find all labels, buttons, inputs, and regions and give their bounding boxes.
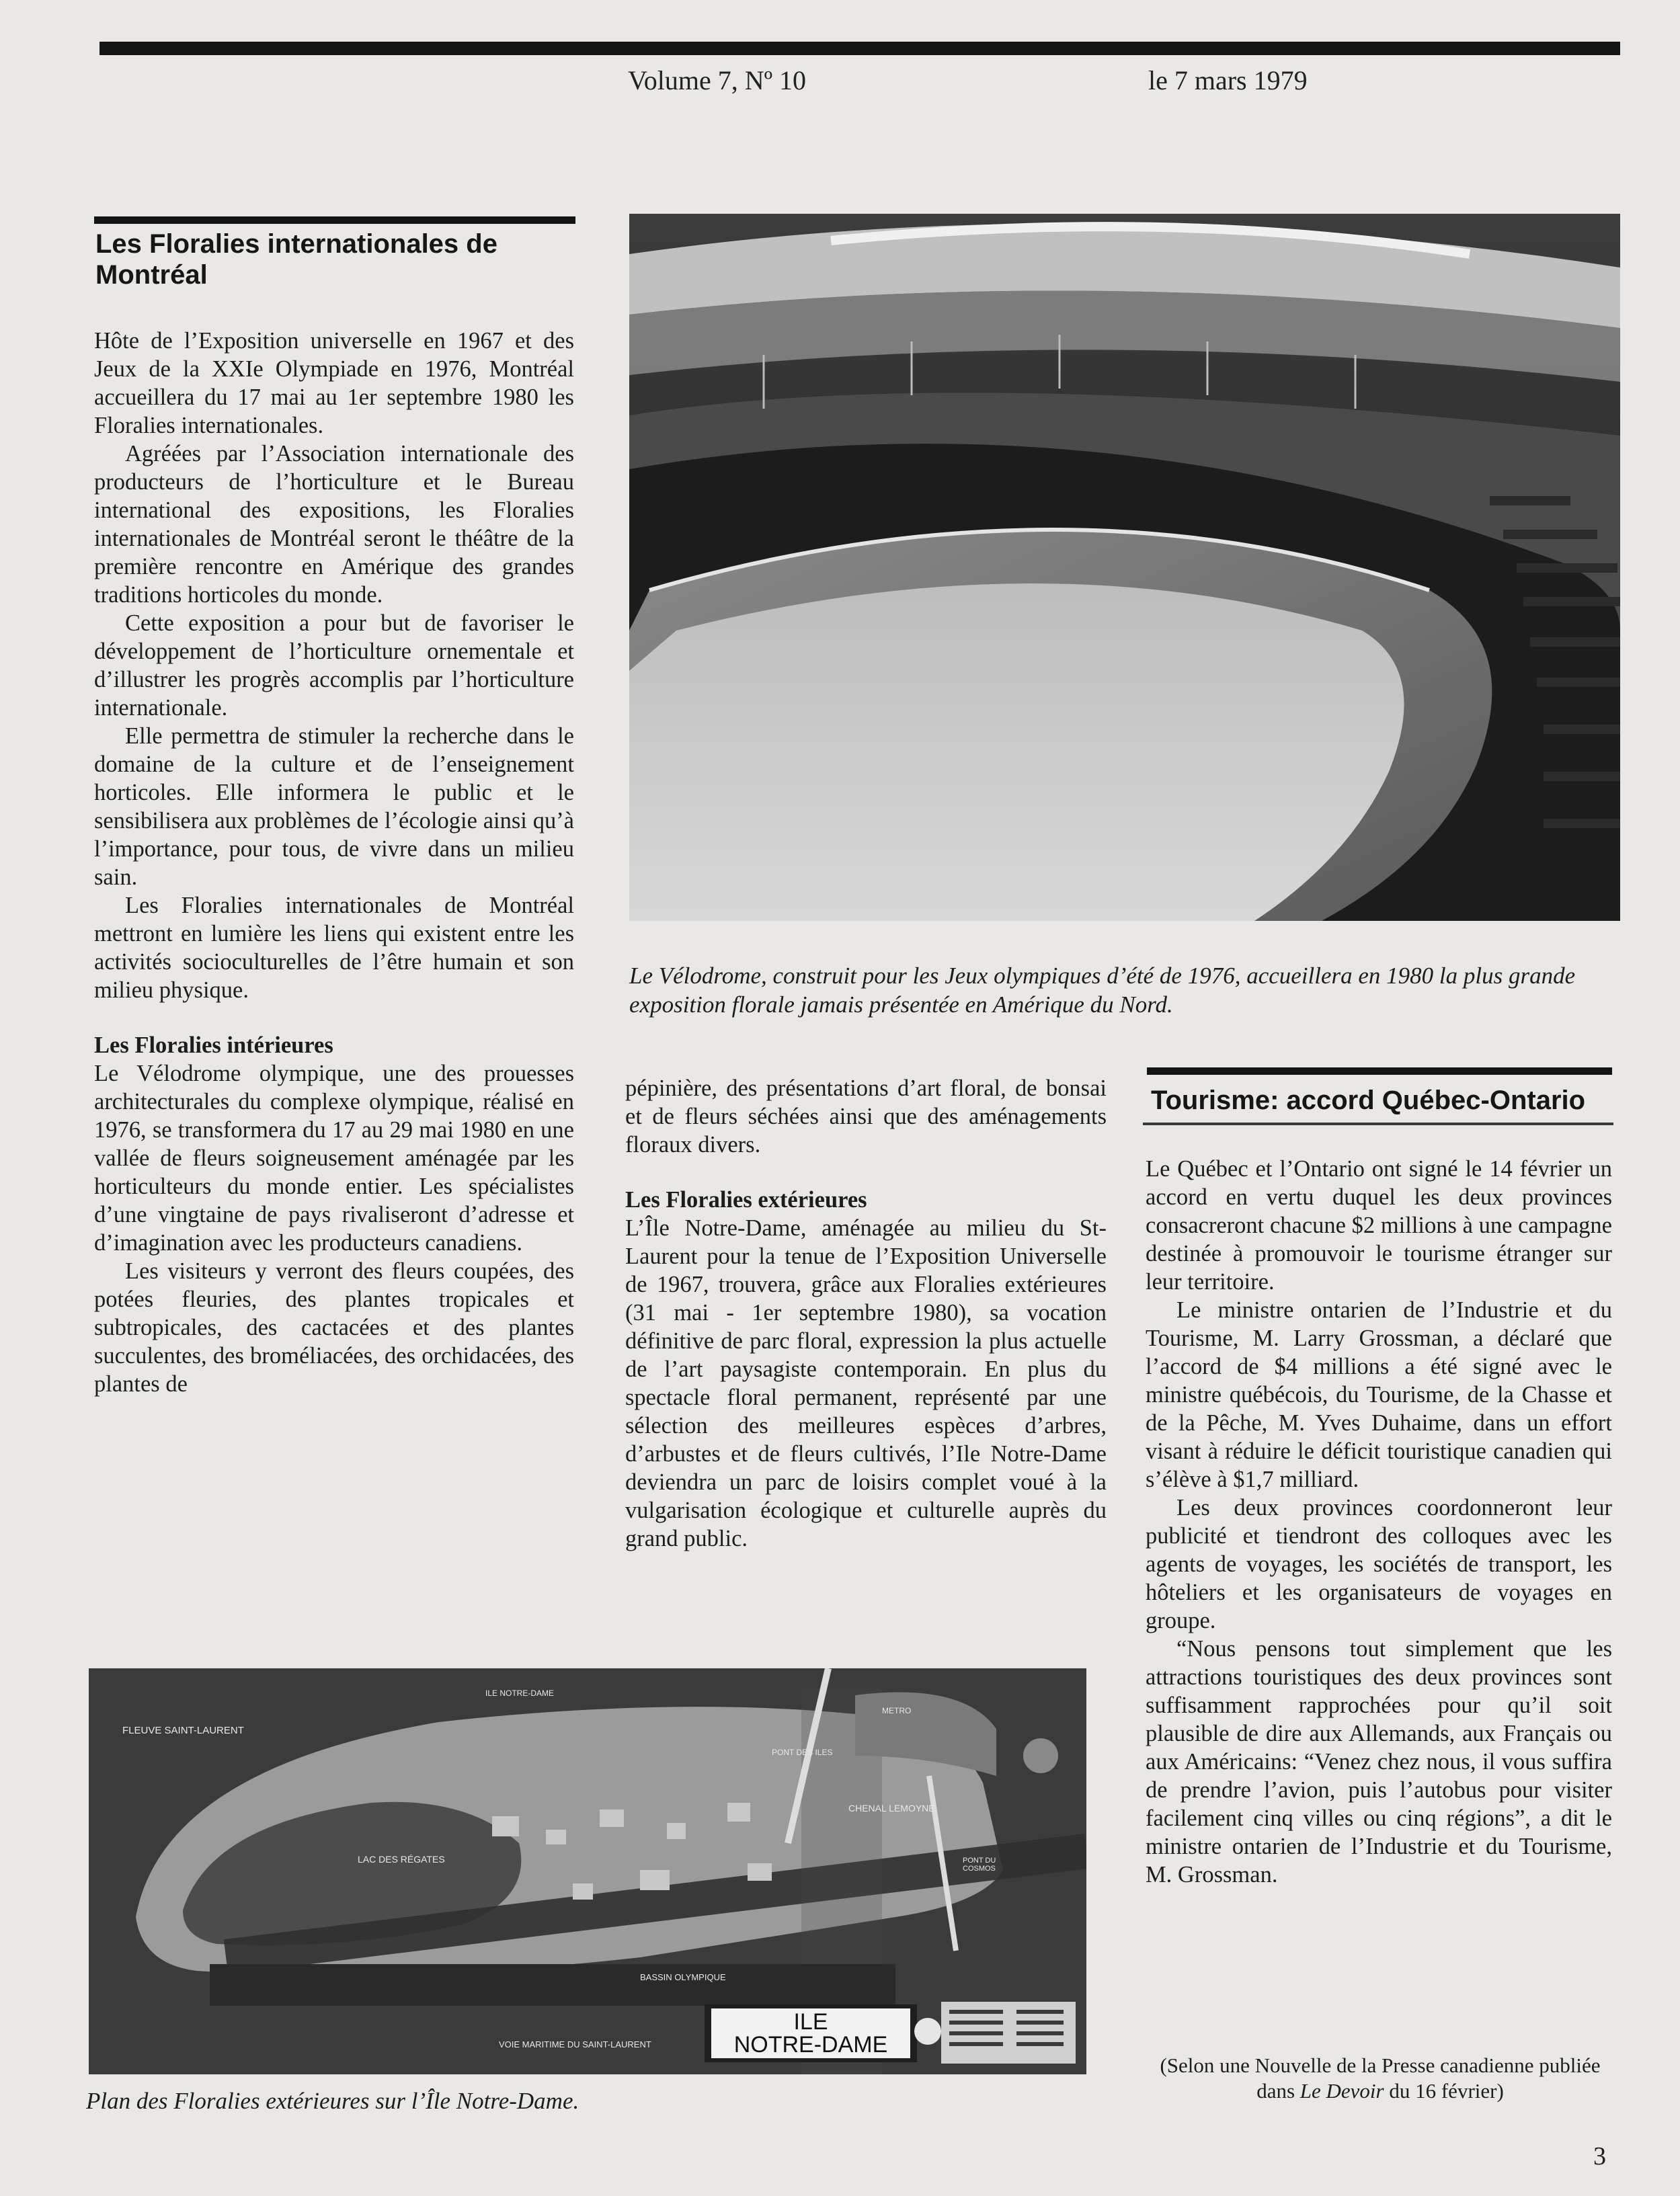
map-label-lac: LAC DES RÉGATES: [358, 1854, 445, 1865]
paragraph: Le ministre ontarien de l’Industrie et du Tourisme, M. Larry Grossman, a déclaré que l’accord de $4 millions a été signé avec le ministre québécois, du Tourisme, de la Chasse et de la Pêche, M. Yves Duhaime, dans un effort visant à réduire le déficit touristique canadien qui s’élève à $1,7 milliard.: [1146, 1297, 1612, 1492]
article-rule: [94, 216, 575, 224]
map-caption: Plan des Floralies extérieures sur l’Île Notre-Dame.: [86, 2088, 579, 2114]
subheading-exterieures: Les Floralies extérieures: [625, 1187, 867, 1213]
page-number: 3: [1593, 2142, 1606, 2170]
article-title: Les Floralies internationales de Montréal: [95, 229, 497, 290]
map-label-metro: METRO: [882, 1706, 912, 1715]
map-label-voie: VOIE MARITIME DU SAINT-LAURENT: [499, 2039, 651, 2049]
title-underline: [1143, 1123, 1613, 1125]
paragraph: L’Île Notre-Dame, aménagée au milieu du St-Laurent pour la tenue de l’Exposition Universelle de 1967, trouvera, grâce aux Floralies extérieures (31 mai - 1er septembre 1980), sa vocation définitive de parc floral, expression la plus actuelle de l’art paysagiste contemporain. En plus du spectacle floral permanent, représenté par une sélection des meilleures espèces d’arbres, d’arbustes et de fleurs cultivés, l’Ile Notre-Dame deviendra un parc de loisirs complet voué à la vulgarisation écologique et culturelle auprès du grand public.: [625, 1215, 1107, 1551]
map-label-ile: ILE NOTRE-DAME: [485, 1689, 555, 1698]
island-map: [89, 1668, 1086, 2074]
map-label-chenal: CHENAL LEMOYNE: [848, 1803, 935, 1814]
source-note: (Selon une Nouvelle de la Presse canadienne publiée dans Le Devoir du 16 février): [1160, 2053, 1601, 2103]
article-middle-column: [625, 1074, 1107, 1553]
paragraph: Les Floralies internationales de Montréal mettront en lumière les liens qui existent entre les activités socioculturelles de l’être humain et son milieu physique.: [94, 893, 574, 1003]
article-rule: [1147, 1067, 1612, 1075]
paragraph: pépinière, des présentations d’art floral, de bonsai et de fleurs séchées ainsi que des aménagements floraux divers.: [625, 1075, 1107, 1157]
paragraph: Hôte de l’Exposition universelle en 1967 et des Jeux de la XXIe Olympiade en 1976, Montréal accueillera du 17 mai au 1er septembre 1980 les Floralies internationales.: [94, 328, 574, 438]
article-right-column: [1146, 1155, 1612, 1889]
header-rule: [99, 42, 1620, 55]
issue-volume: Volume 7, Nº 10: [628, 65, 806, 95]
photo-caption: Le Vélodrome, construit pour les Jeux olympiques d’été de 1976, accueillera en 1980 la plus grande exposition florale jamais présentée en Amérique du Nord.: [629, 963, 1576, 1018]
map-label-bassin: BASSIN OLYMPIQUE: [640, 1972, 726, 1982]
paragraph: Le Vélodrome olympique, une des prouesses architecturales du complexe olympique, réalisé en 1976, se transformera du 17 au 29 mai 1980 en une vallée de fleurs soigneusement aménagée par les horticulteurs du monde entier. Les spécialistes d’une vingtaine de pays rivaliseront d’adresse et d’imagination avec les producteurs canadiens.: [94, 1061, 574, 1256]
map-logo: ILE NOTRE-DAME: [711, 2008, 910, 2058]
paragraph: “Nous pensons tout simplement que les attractions touristiques des deux provinces sont suffisamment rapprochées pour qu’il soit plausible de dire aux Allemands, aux Français ou aux Américains: “Venez chez nous, il vous suffira de prendre l’avion, puis l’autobus pour visiter facilement cinq villes ou cinq régions”, a dit le ministre ontarien de l’Industrie et du Tourisme, M. Grossman.: [1146, 1636, 1612, 1887]
source-newspaper: Le Devoir: [1299, 2079, 1384, 2103]
subheading-interieures: Les Floralies intérieures: [94, 1032, 333, 1058]
issue-date: le 7 mars 1979: [1148, 65, 1308, 95]
map-label-pont-iles: PONT DES ILES: [772, 1748, 833, 1757]
velodrome-photo: [629, 214, 1620, 921]
paragraph: Agréées par l’Association internationale des producteurs de l’horticulture et le Bureau international des expositions, les Floralies internationales de Montréal seront le théâtre de la première rencontre en Amérique des grandes traditions horticoles du monde.: [94, 441, 574, 608]
paragraph: Les visiteurs y verront des fleurs coupées, des potées fleuries, des plantes tropicales et subtropicales, des cactacées et des plantes succulentes, des broméliacées, des orchidacées, des plantes de: [94, 1258, 574, 1397]
article-title: Tourisme: accord Québec-Ontario: [1151, 1086, 1586, 1115]
paragraph: Le Québec et l’Ontario ont signé le 14 février un accord en vertu duquel les deux provinces consacreront chacune $2 millions à une campagne destinée à promouvoir le tourisme étranger sur leur territoire.: [1146, 1156, 1612, 1295]
article-left-column: [94, 327, 574, 1398]
paragraph: Cette exposition a pour but de favoriser le développement de l’horticulture ornementale et d’illustrer les progrès accomplis par l’horticulture internationale.: [94, 610, 574, 721]
paragraph: Elle permettra de stimuler la recherche dans le domaine de la culture et de l’enseignement horticoles. Elle informera le public et le sensibilisera aux problèmes de l’écologie ainsi qu’à l’importance, pour tous, de vivre dans un milieu sain.: [94, 723, 574, 890]
paragraph: Les deux provinces coordonneront leur publicité et tiendront des colloques avec les agents de voyages, les sociétés de transport, les hôteliers et les organisateurs de voyages en groupe.: [1146, 1495, 1612, 1633]
map-label-pont-cosmos: PONT DU COSMOS: [963, 1857, 996, 1873]
map-label-fleuve: FLEUVE SAINT-LAURENT: [122, 1725, 244, 1736]
